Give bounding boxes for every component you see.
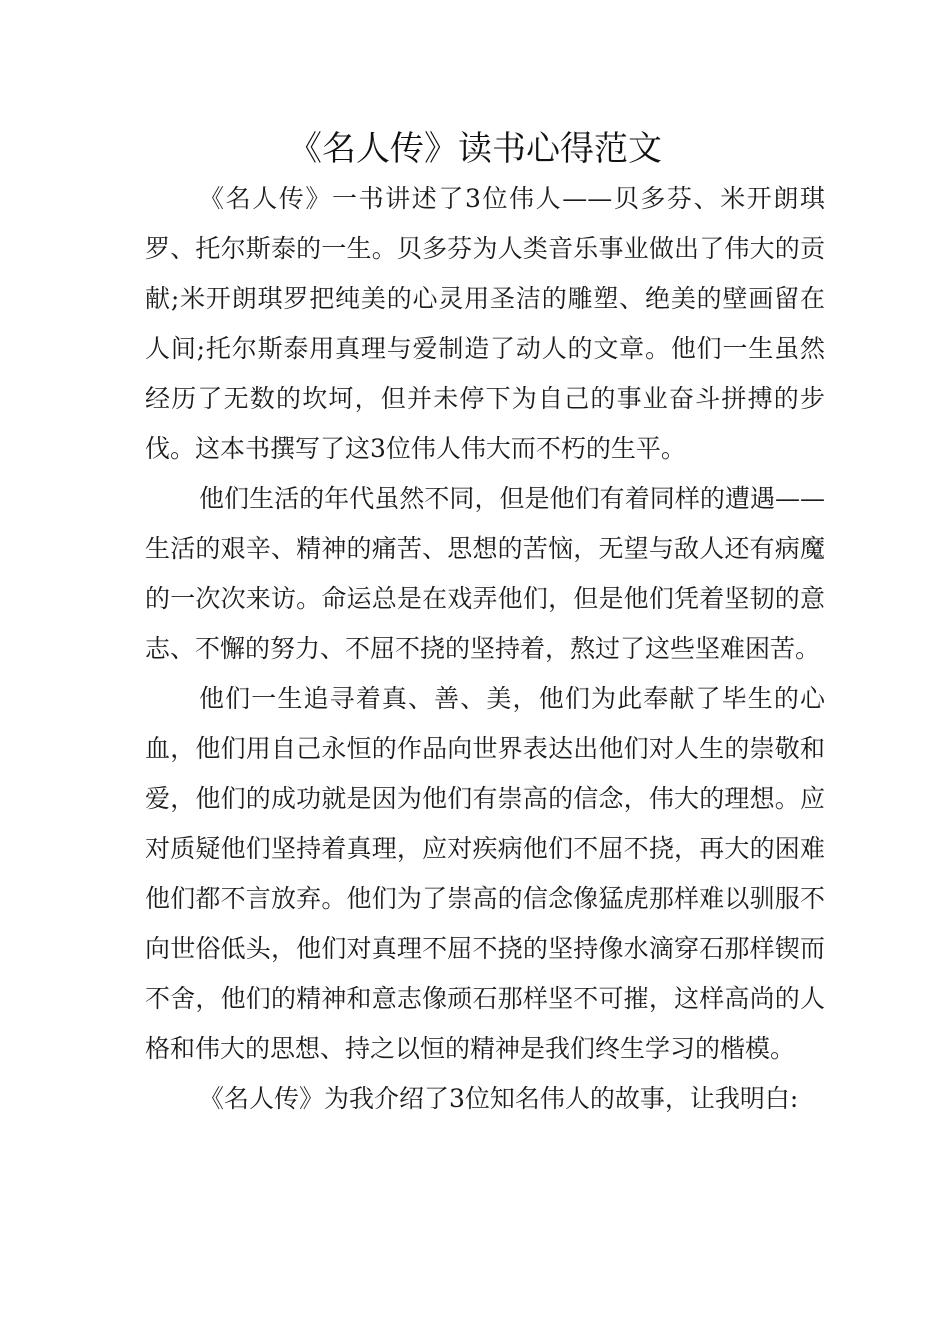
paragraph-1: 《名人传》一书讲述了3位伟人——贝多芬、米开朗琪罗、托尔斯泰的一生。贝多芬为人类音乐事业做出了伟大的贡献;米开朗琪罗把纯美的心灵用圣洁的雕塑、绝美的壁画留在人间;托尔斯泰用真理与爱制造了动人的文章。他们一生虽然经历了无数的坎坷，但并未停下为自己的事业奋斗拼搏的步伐。这本书撰写了这3位伟人伟大而不朽的生平。 [145, 184, 825, 463]
paragraph-2: 他们生活的年代虽然不同，但是他们有着同样的遭遇——生活的艰辛、精神的痛苦、思想的苦恼，无望与敌人还有病魔的一次次来访。命运总是在戏弄他们，但是他们凭着坚韧的意志、不懈的努力、不屈不挠的坚持着，熬过了这些坚难困苦。 [145, 484, 825, 663]
paragraph-4: 《名人传》为我介绍了3位知名伟人的故事，让我明白: [199, 1084, 799, 1113]
document-title: 《名人传》读书心得范文 [288, 129, 662, 169]
document-body [145, 174, 825, 1124]
paragraph-3: 他们一生追寻着真、善、美，他们为此奉献了毕生的心血，他们用自己永恒的作品向世界表达出他们对人生的崇敬和爱，他们的成功就是因为他们有崇高的信念，伟大的理想。应对质疑他们坚持着真理，应对疾病他们不屈不挠，再大的困难他们都不言放弃。他们为了崇高的信念像猛虎那样难以驯服不向世俗低头，他们对真理不屈不挠的坚持像水滴穿石那样锲而不舍，他们的精神和意志像顽石那样坚不可摧，这样高尚的人格和伟大的思想、持之以恒的精神是我们终生学习的楷模。 [145, 684, 825, 1063]
